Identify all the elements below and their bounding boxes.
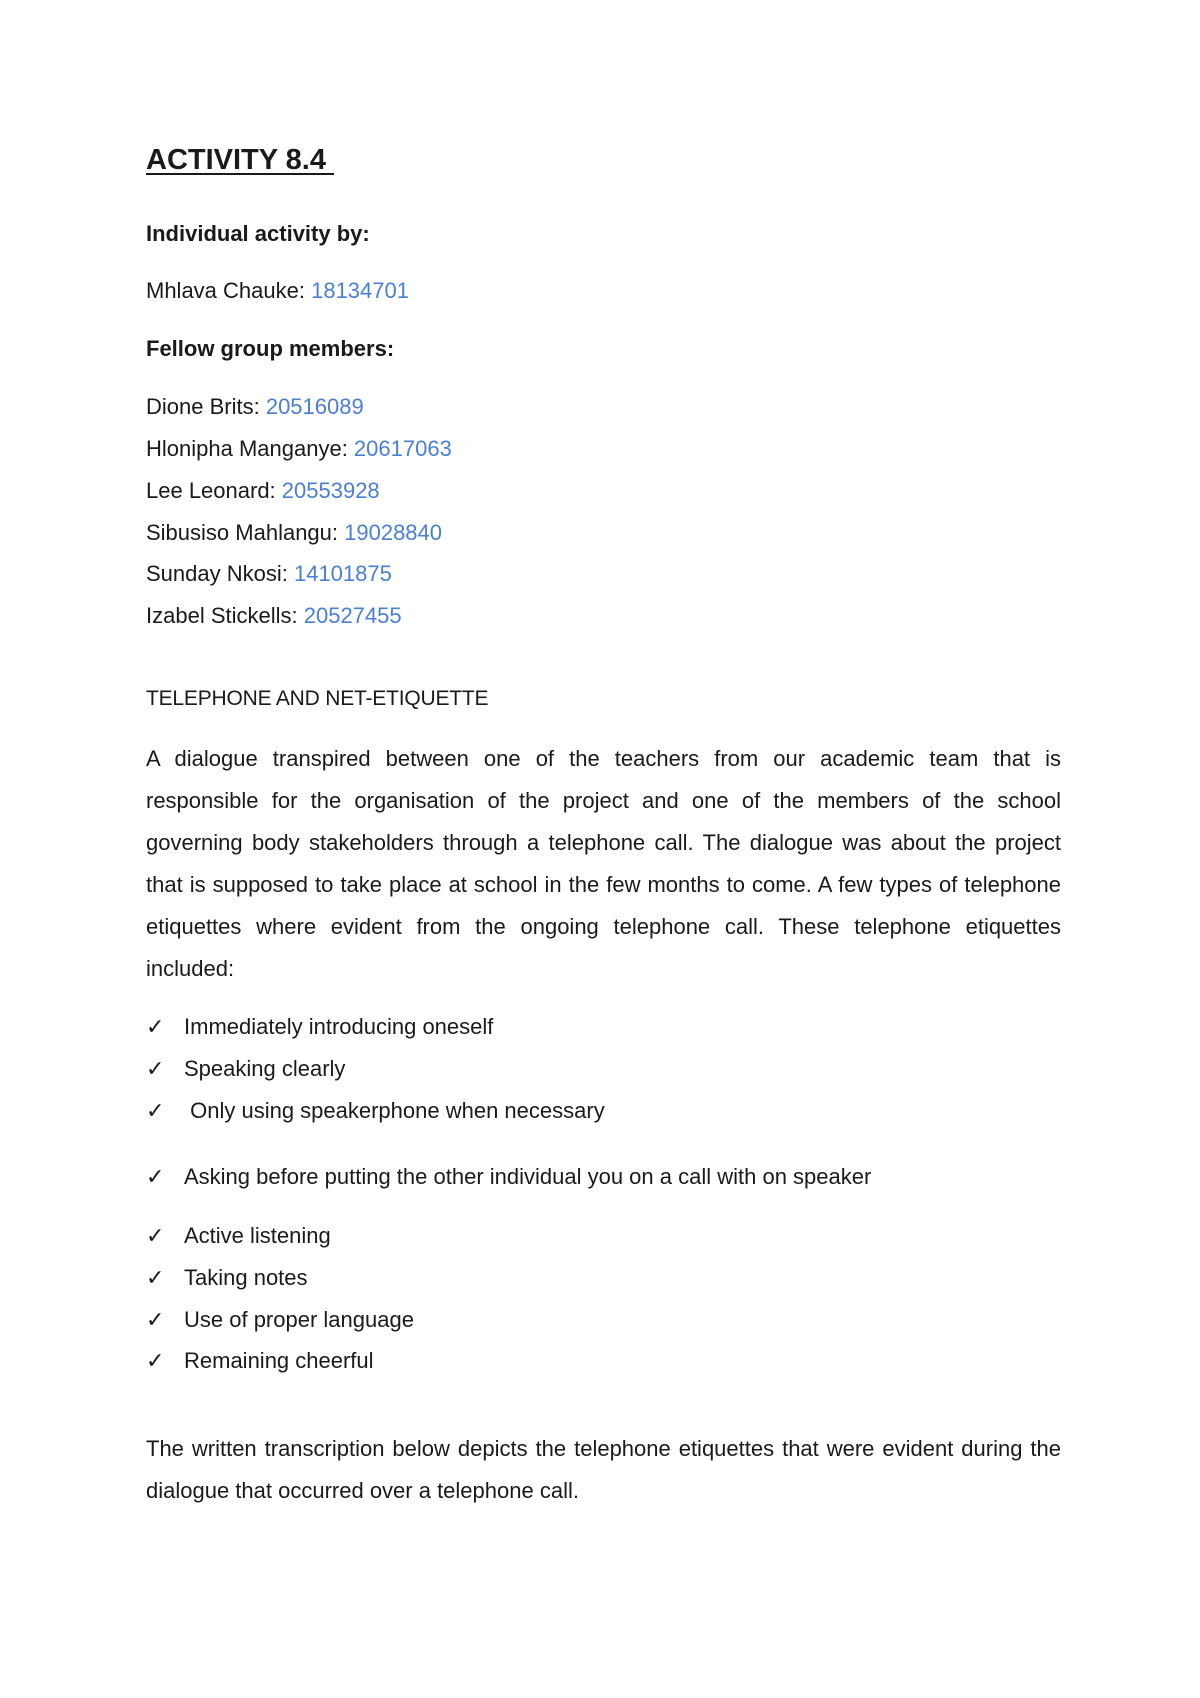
- student-number: 20527455: [303, 603, 402, 628]
- list-item: [146, 1056, 345, 1082]
- checkmark-icon: ✓: [146, 1056, 165, 1082]
- list-item: [146, 1098, 605, 1124]
- group-heading: Fellow group members:: [146, 336, 395, 361]
- closing-paragraph: The written transcription below depicts the telephone etiquettes that were evident during the dialogue that occurred over a telephone call.: [146, 1436, 1061, 1503]
- student-number: 18134701: [311, 278, 409, 303]
- list-item-text: Only using speakerphone when necessary: [184, 1098, 605, 1123]
- member-name: Sunday Nkosi:: [146, 561, 294, 586]
- student-number: 20617063: [353, 436, 452, 461]
- member-name: Lee Leonard:: [146, 478, 282, 503]
- member-line: [146, 603, 402, 629]
- checkmark-icon: ✓: [146, 1348, 165, 1374]
- checkmark-icon: ✓: [146, 1223, 165, 1249]
- member-line: [146, 520, 442, 546]
- list-item: [146, 1014, 493, 1040]
- member-line: [146, 478, 380, 504]
- member-name: Dione Brits:: [146, 394, 266, 419]
- intro-paragraph: A dialogue transpired between one of the teachers from our academic team that is responsible for the organisation of the project and one of the members of the school governing body stakeholders through a telephone call. The dialogue was about the project that is supposed to take place at school in the few months to come. A few types of telephone etiquettes where evident from the ongoing telephone call. These telephone etiquettes included:: [146, 746, 1061, 981]
- student-number: 20516089: [265, 394, 364, 419]
- list-item: [146, 1265, 308, 1291]
- member-line: [146, 436, 452, 462]
- list-item-text: Use of proper language: [184, 1307, 414, 1332]
- student-number: 20553928: [281, 478, 380, 503]
- student-number: 14101875: [293, 561, 392, 586]
- member-name: Sibusiso Mahlangu:: [146, 520, 345, 545]
- list-item-text: Active listening: [184, 1223, 331, 1248]
- checkmark-icon: ✓: [146, 1265, 165, 1291]
- list-item-text: Remaining cheerful: [184, 1348, 374, 1373]
- checkmark-icon: ✓: [146, 1014, 165, 1040]
- individual-line: [146, 278, 409, 304]
- member-line: [146, 394, 364, 420]
- list-item-text: Taking notes: [184, 1265, 308, 1290]
- individual-heading: Individual activity by:: [146, 221, 370, 246]
- page-title: ACTIVITY 8.4: [146, 144, 335, 176]
- checkmark-icon: ✓: [146, 1164, 165, 1190]
- member-name: Mhlava Chauke:: [146, 278, 312, 303]
- list-item: [146, 1164, 871, 1190]
- checkmark-icon: ✓: [146, 1307, 165, 1333]
- list-item-text: Speaking clearly: [184, 1056, 346, 1081]
- student-number: 19028840: [344, 520, 443, 545]
- checkmark-icon: ✓: [146, 1098, 165, 1124]
- list-item: [146, 1348, 374, 1374]
- member-name: Izabel Stickells:: [146, 603, 304, 628]
- section-title: TELEPHONE AND NET-ETIQUETTE: [146, 687, 489, 710]
- list-item: [146, 1223, 331, 1249]
- list-item-text: Immediately introducing oneself: [184, 1014, 494, 1039]
- list-item: [146, 1307, 414, 1333]
- list-item-text: Asking before putting the other individual you on a call with on speaker: [184, 1164, 872, 1189]
- member-name: Hlonipha Manganye:: [146, 436, 354, 461]
- member-line: [146, 561, 392, 587]
